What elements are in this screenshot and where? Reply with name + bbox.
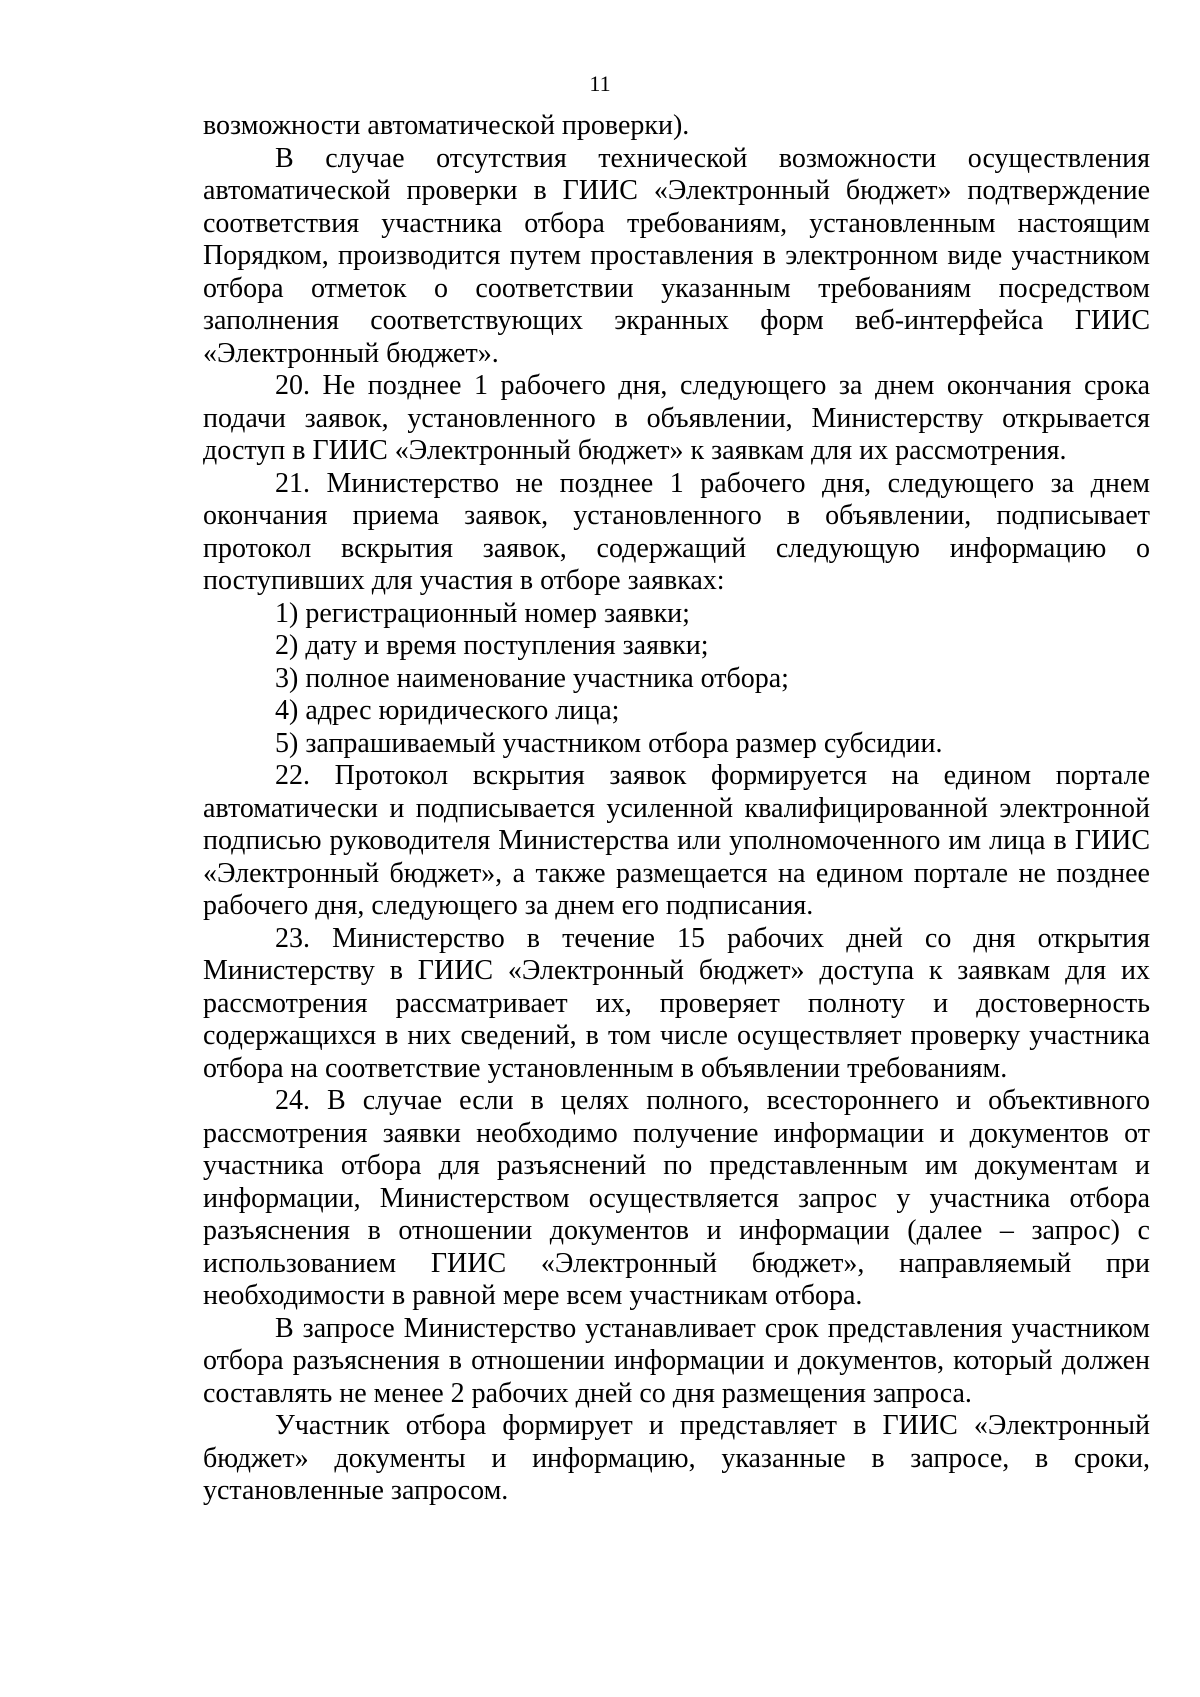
- list-item: 5) запрашиваемый участником отбора размер субсидии.: [275, 727, 943, 759]
- paragraph-continuation: возможности автоматической проверки).: [203, 110, 690, 141]
- page-number: 11: [589, 71, 611, 96]
- list-item: 4) адрес юридического лица;: [275, 695, 620, 726]
- list-item: 3) полное наименование участника отбора;: [275, 662, 789, 694]
- list-item: 2) дату и время поступления заявки;: [275, 630, 709, 661]
- document-body: [203, 110, 1150, 1508]
- paragraph-21: 21. Министерство не позднее 1 рабочего дня, следующего за днем окончания приема заявок, установленного в объявлении, подписывает протокол вскрытия заявок, содержащий следующую информацию о поступивших для участия в отборе заявках:: [203, 467, 1150, 596]
- paragraph-auto-check: В случае отсутствия технической возможности осуществления автоматической проверки в ГИИС «Электронный бюджет» подтверждение соответствия участника отбора требованиям, установленным настоящим Порядком, производится путем проставления в электронном виде участником отбора отметок о соответствии указанным требованиям посредством заполнения соответствующих экранных форм веб-интерфейса ГИИС «Электронный бюджет».: [203, 142, 1150, 369]
- paragraph-24: 24. В случае если в целях полного, всестороннего и объективного рассмотрения заявки необходимо получение информации и документов от участника отбора для разъяснений по представленным им документам и информации, Министерством осуществляется запрос у участника отбора разъяснения в отношении документов и информации (далее – запрос) с использованием ГИИС «Электронный бюджет», направляемый при необходимости в равной мере всем участникам отбора.: [203, 1085, 1150, 1311]
- paragraph-request-deadline: В запросе Министерство устанавливает срок представления участником отбора разъяснения в отношении информации и документов, который должен составлять не менее 2 рабочих дней со дня размещения запроса.: [203, 1312, 1150, 1409]
- paragraph-participant-response: Участник отбора формирует и представляет в ГИИС «Электронный бюджет» документы и информацию, указанные в запросе, в сроки, установленные запросом.: [203, 1410, 1150, 1506]
- paragraph-23: 23. Министерство в течение 15 рабочих дней со дня открытия Министерству в ГИИС «Электронный бюджет» доступа к заявкам для их рассмотрения рассматривает их, проверяет полноту и достоверность содержащихся в них сведений, в том числе осуществляет проверку участника отбора на соответствие установленным в объявлении требованиям.: [203, 922, 1150, 1084]
- paragraph-20: 20. Не позднее 1 рабочего дня, следующего за днем окончания срока подачи заявок, установленного в объявлении, Министерству открывается доступ в ГИИС «Электронный бюджет» к заявкам для их рассмотрения.: [203, 370, 1150, 466]
- list-item: 1) регистрационный номер заявки;: [275, 597, 690, 629]
- paragraph-22: 22. Протокол вскрытия заявок формируется на едином портале автоматически и подписывается усиленной квалифицированной электронной подписью руководителя Министерства или уполномоченного им лица в ГИИС «Электронный бюджет», а также размещается на едином портале не позднее рабочего дня, следующего за днем его подписания.: [203, 760, 1150, 921]
